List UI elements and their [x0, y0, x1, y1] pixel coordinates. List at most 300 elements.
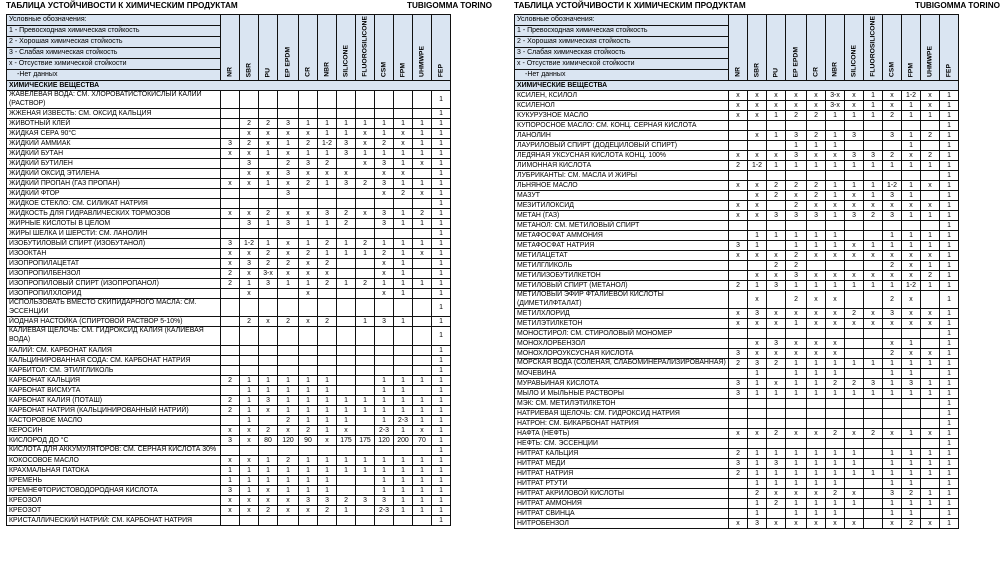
rating-cell: [729, 121, 748, 131]
chemical-name: КАРБИТОЛ: СМ. ЭТИЛГЛИКОЛЬ: [7, 365, 221, 375]
rating-cell: 1: [902, 469, 921, 479]
rating-cell: 1: [902, 161, 921, 171]
rating-cell: [729, 509, 748, 519]
rating-cell: [240, 515, 259, 525]
rating-cell: 2: [767, 181, 786, 191]
rating-cell: [259, 109, 278, 119]
rating-cell: [299, 365, 318, 375]
rating-cell: 1: [413, 455, 432, 465]
rating-cell: 1: [299, 385, 318, 395]
rating-cell: 1: [921, 161, 940, 171]
rating-cell: x: [240, 269, 259, 279]
chemical-name: НАТРИЕВАЯ ЩЕЛОЧЬ: СМ. ГИДРОКСИД НАТРИЯ: [515, 409, 729, 419]
rating-cell: [394, 515, 413, 525]
rating-cell: [356, 219, 375, 229]
rating-cell: [729, 131, 748, 141]
rating-cell: 1: [902, 191, 921, 201]
rating-cell: 3: [902, 379, 921, 389]
rating-cell: [356, 345, 375, 355]
rating-cell: [356, 289, 375, 299]
rating-cell: 1: [826, 359, 845, 369]
rating-cell: [807, 409, 826, 419]
rating-cell: 1: [259, 149, 278, 159]
table-row: [515, 509, 959, 519]
rating-cell: [356, 169, 375, 179]
rating-cell: x: [921, 429, 940, 439]
rating-cell: [356, 199, 375, 209]
rating-cell: [394, 199, 413, 209]
rating-cell: 2: [786, 181, 807, 191]
rating-cell: 1: [259, 179, 278, 189]
rating-cell: 3: [845, 211, 864, 221]
rating-cell: [337, 385, 356, 395]
rating-cell: [748, 399, 767, 409]
rating-cell: x: [221, 259, 240, 269]
column-header-label: SILICONE: [342, 44, 350, 77]
rating-cell: [278, 109, 299, 119]
rating-cell: [394, 345, 413, 355]
table-row: [7, 515, 451, 525]
chemical-name: НИТРАТ СВИНЦА: [515, 509, 729, 519]
rating-cell: 1: [413, 485, 432, 495]
rating-cell: [864, 519, 883, 529]
rating-cell: [864, 499, 883, 509]
rating-cell: 1: [748, 459, 767, 469]
rating-cell: 1: [786, 231, 807, 241]
rating-cell: 1: [278, 405, 299, 415]
chemical-name: НИТРАТ НАТРИЯ: [515, 469, 729, 479]
rating-cell: 1: [432, 375, 451, 385]
rating-cell: [902, 439, 921, 449]
rating-cell: 1: [221, 475, 240, 485]
rating-cell: [299, 345, 318, 355]
rating-cell: [864, 221, 883, 231]
rating-cell: [845, 399, 864, 409]
rating-cell: 2: [299, 249, 318, 259]
legend-row: [515, 15, 959, 26]
rating-cell: 1-2: [883, 181, 902, 191]
table-row: [7, 209, 451, 219]
table-row: [7, 229, 451, 239]
rating-cell: 1: [240, 405, 259, 415]
rating-cell: 2: [259, 209, 278, 219]
rating-cell: 2: [807, 181, 826, 191]
rating-cell: 1: [767, 231, 786, 241]
rating-cell: x: [826, 339, 845, 349]
rating-cell: x: [729, 111, 748, 121]
column-header: [807, 15, 826, 81]
rating-cell: x: [259, 317, 278, 327]
rating-cell: x: [902, 291, 921, 309]
rating-cell: 1: [902, 459, 921, 469]
rating-cell: x: [221, 505, 240, 515]
rating-cell: x: [883, 251, 902, 261]
column-header: [240, 15, 259, 81]
rating-cell: 1: [786, 469, 807, 479]
rating-cell: 3: [318, 209, 337, 219]
rating-cell: 3: [375, 179, 394, 189]
rating-cell: x: [767, 101, 786, 111]
rating-cell: 1: [259, 239, 278, 249]
column-header: [902, 15, 921, 81]
rating-cell: x: [845, 191, 864, 201]
chemical-name: КРЕМНЕФТОРИСТОВОДОРОДНАЯ КИСЛОТА: [7, 485, 221, 495]
rating-cell: 1: [845, 499, 864, 509]
rating-cell: 2: [807, 191, 826, 201]
rating-cell: [729, 291, 748, 309]
rating-cell: [864, 349, 883, 359]
rating-cell: 1: [337, 249, 356, 259]
rating-cell: x: [883, 271, 902, 281]
rating-cell: [845, 439, 864, 449]
rating-cell: 1: [902, 241, 921, 251]
rating-cell: [337, 189, 356, 199]
rating-cell: x: [748, 131, 767, 141]
rating-cell: [883, 171, 902, 181]
chemical-name: МОНОХЛОРОУКСУСНАЯ КИСЛОТА: [515, 349, 729, 359]
rating-cell: [278, 345, 299, 355]
rating-cell: 1: [748, 379, 767, 389]
rating-cell: 1: [826, 389, 845, 399]
rating-cell: [221, 355, 240, 365]
rating-cell: [767, 141, 786, 151]
rating-cell: 1: [807, 141, 826, 151]
rating-cell: x: [356, 129, 375, 139]
rating-cell: [902, 409, 921, 419]
chemical-name: МЕЗИТИЛОКСИД: [515, 201, 729, 211]
rating-cell: 2: [318, 159, 337, 169]
rating-cell: 1: [337, 505, 356, 515]
rating-cell: [337, 327, 356, 345]
chemical-name: ИЗООКТАН: [7, 249, 221, 259]
rating-cell: [729, 271, 748, 281]
rating-cell: 2: [375, 139, 394, 149]
rating-cell: [883, 121, 902, 131]
column-header-label: NR: [734, 67, 742, 77]
rating-cell: [729, 479, 748, 489]
rating-cell: [902, 419, 921, 429]
rating-cell: 1: [940, 339, 959, 349]
column-header-label: FEP: [945, 63, 953, 77]
rating-cell: x: [864, 309, 883, 319]
rating-cell: x: [748, 429, 767, 439]
rating-cell: x: [807, 101, 826, 111]
rating-cell: 2: [883, 291, 902, 309]
rating-cell: 1: [337, 395, 356, 405]
rating-cell: x: [807, 271, 826, 281]
rating-cell: 1: [883, 469, 902, 479]
rating-cell: 1-2: [902, 281, 921, 291]
chemical-name: КУПОРОСНОЕ МАСЛО: СМ. КОНЦ. СЕРНАЯ КИСЛОТА: [515, 121, 729, 131]
rating-cell: x: [413, 249, 432, 259]
table-row: [7, 475, 451, 485]
table-row: [7, 455, 451, 465]
table-row: [515, 369, 959, 379]
rating-cell: 3: [240, 259, 259, 269]
rating-cell: 1: [240, 485, 259, 495]
rating-cell: x: [221, 209, 240, 219]
rating-cell: 1: [394, 505, 413, 515]
rating-cell: x: [221, 495, 240, 505]
rating-cell: 1: [432, 435, 451, 445]
rating-cell: x: [748, 339, 767, 349]
rating-cell: 1: [807, 499, 826, 509]
rating-cell: x: [240, 289, 259, 299]
table-row: [515, 271, 959, 281]
column-header: [864, 15, 883, 81]
rating-cell: 3: [278, 219, 299, 229]
rating-cell: [921, 329, 940, 339]
rating-cell: x: [845, 429, 864, 439]
rating-cell: [921, 439, 940, 449]
chemical-name: НАТРОН: СМ. БИКАРБОНАТ НАТРИЯ: [515, 419, 729, 429]
rating-cell: x: [902, 309, 921, 319]
rating-cell: 1: [432, 129, 451, 139]
legend-text: 3 - Слабая химическая стойкость: [515, 48, 729, 59]
rating-cell: 1: [902, 479, 921, 489]
rating-cell: [864, 399, 883, 409]
rating-cell: [259, 355, 278, 365]
rating-cell: x: [807, 291, 826, 309]
rating-cell: 1: [940, 251, 959, 261]
rating-cell: [221, 299, 240, 317]
rating-cell: [807, 261, 826, 271]
rating-cell: 1: [940, 489, 959, 499]
rating-cell: 3: [883, 191, 902, 201]
table-row: [7, 345, 451, 355]
chemical-name: НИТРАТ МЕДИ: [515, 459, 729, 469]
rating-cell: 1: [337, 455, 356, 465]
rating-cell: [221, 129, 240, 139]
rating-cell: [413, 317, 432, 327]
rating-cell: x: [394, 129, 413, 139]
rating-cell: [240, 445, 259, 455]
rating-cell: [337, 259, 356, 269]
rating-cell: [921, 291, 940, 309]
rating-cell: [864, 171, 883, 181]
rating-cell: [786, 419, 807, 429]
rating-cell: 1: [807, 379, 826, 389]
rating-cell: x: [240, 455, 259, 465]
rating-cell: [356, 415, 375, 425]
rating-cell: x: [845, 91, 864, 101]
rating-cell: 2: [921, 131, 940, 141]
rating-cell: x: [299, 209, 318, 219]
rating-cell: [394, 91, 413, 109]
rating-cell: 1: [883, 499, 902, 509]
brand-label: TUBIGOMMA TORINO: [914, 1, 1000, 10]
rating-cell: 3: [729, 379, 748, 389]
column-header-label: FLUOROSILICONE: [361, 16, 369, 77]
rating-cell: [729, 171, 748, 181]
chemical-name: ЖИДКИЙ БУТИЛЕН: [7, 159, 221, 169]
rating-cell: 2: [259, 119, 278, 129]
rating-cell: x: [240, 505, 259, 515]
table-row: [7, 327, 451, 345]
table-row: [515, 399, 959, 409]
rating-cell: [394, 355, 413, 365]
rating-cell: 3: [278, 169, 299, 179]
chemical-name: МЕТИЛГЛИКОЛЬ: [515, 261, 729, 271]
column-header-label: PU: [264, 67, 272, 77]
rating-cell: [375, 229, 394, 239]
rating-cell: x: [902, 319, 921, 329]
rating-cell: x: [318, 169, 337, 179]
rating-cell: 1: [864, 469, 883, 479]
rating-cell: 1: [299, 119, 318, 129]
rating-cell: 1: [940, 291, 959, 309]
rating-cell: 1: [940, 369, 959, 379]
rating-cell: x: [807, 201, 826, 211]
column-header: [729, 15, 748, 81]
rating-cell: 1: [883, 389, 902, 399]
table-row: [515, 161, 959, 171]
rating-cell: x: [259, 129, 278, 139]
rating-cell: 1: [240, 279, 259, 289]
rating-cell: x: [921, 91, 940, 101]
column-header-label: SBR: [245, 62, 253, 77]
rating-cell: 1: [299, 405, 318, 415]
rating-cell: [864, 439, 883, 449]
rating-cell: x: [921, 309, 940, 319]
column-header: [278, 15, 299, 81]
rating-cell: 1: [394, 159, 413, 169]
table-row: [7, 129, 451, 139]
rating-cell: 3: [767, 281, 786, 291]
chemical-name: НЕФТЬ: СМ. ЭССЕНЦИИ: [515, 439, 729, 449]
rating-cell: 1: [902, 389, 921, 399]
chemical-name: КРАХМАЛЬНАЯ ПАТОКА: [7, 465, 221, 475]
rating-cell: [240, 91, 259, 109]
rating-cell: 1: [299, 395, 318, 405]
table-row: [515, 359, 959, 369]
table-row: [7, 317, 451, 327]
table-row: [515, 429, 959, 439]
rating-cell: 1: [413, 375, 432, 385]
rating-cell: [278, 229, 299, 239]
rating-cell: 2: [729, 359, 748, 369]
rating-cell: x: [767, 271, 786, 281]
rating-cell: 1: [259, 385, 278, 395]
table-row: [7, 299, 451, 317]
table-row: [7, 219, 451, 229]
table-row: [515, 221, 959, 231]
rating-cell: 2: [259, 259, 278, 269]
rating-cell: 2: [864, 429, 883, 439]
rating-cell: 1: [337, 405, 356, 415]
chemical-name: НИТРАТ АММОНИЯ: [515, 499, 729, 509]
rating-cell: 2: [921, 151, 940, 161]
page-header: [514, 1, 1000, 13]
rating-cell: 2: [826, 489, 845, 499]
rating-cell: 1: [318, 475, 337, 485]
table-row: [7, 259, 451, 269]
rating-cell: 3: [864, 151, 883, 161]
rating-cell: 1: [864, 359, 883, 369]
rating-cell: 1: [864, 389, 883, 399]
rating-cell: 1: [259, 375, 278, 385]
chemical-name: МЕТИЛОВЫЙ СПИРТ (МЕТАНОЛ): [515, 281, 729, 291]
rating-cell: [337, 445, 356, 455]
rating-cell: 1: [864, 111, 883, 121]
rating-cell: [864, 449, 883, 459]
rating-cell: x: [826, 519, 845, 529]
rating-cell: 1: [786, 241, 807, 251]
rating-cell: [767, 329, 786, 339]
rating-cell: 1: [940, 419, 959, 429]
rating-cell: 2: [259, 505, 278, 515]
rating-cell: 2: [337, 209, 356, 219]
rating-cell: [375, 355, 394, 365]
rating-cell: x: [883, 339, 902, 349]
rating-cell: 2: [826, 379, 845, 389]
rating-cell: 1: [940, 439, 959, 449]
rating-cell: [259, 445, 278, 455]
table-row: [515, 141, 959, 151]
rating-cell: x: [826, 201, 845, 211]
rating-cell: 1: [375, 415, 394, 425]
rating-cell: x: [786, 309, 807, 319]
table-page-left: [0, 0, 496, 568]
column-header-label: PU: [772, 67, 780, 77]
rating-cell: 2: [318, 239, 337, 249]
rating-cell: [221, 199, 240, 209]
chemical-name: НАФТА (НЕФТЬ): [515, 429, 729, 439]
rating-cell: [845, 231, 864, 241]
rating-cell: 2: [729, 469, 748, 479]
rating-cell: [767, 509, 786, 519]
rating-cell: 1: [786, 369, 807, 379]
rating-cell: 1: [394, 269, 413, 279]
rating-cell: 1: [432, 239, 451, 249]
rating-cell: 1: [318, 385, 337, 395]
table-row: [7, 415, 451, 425]
rating-cell: x: [729, 201, 748, 211]
rating-cell: x: [883, 319, 902, 329]
rating-cell: 1: [807, 241, 826, 251]
rating-cell: x: [826, 251, 845, 261]
rating-cell: 1: [826, 449, 845, 459]
chemical-name: ИЗОПРОПИЛХЛОРИД: [7, 289, 221, 299]
rating-cell: 1: [432, 199, 451, 209]
rating-cell: [259, 515, 278, 525]
rating-cell: x: [240, 495, 259, 505]
rating-cell: [299, 515, 318, 525]
rating-cell: [902, 329, 921, 339]
rating-cell: [883, 419, 902, 429]
rating-cell: 1: [240, 395, 259, 405]
rating-cell: [356, 365, 375, 375]
rating-cell: 1: [767, 161, 786, 171]
rating-cell: [807, 439, 826, 449]
rating-cell: [767, 291, 786, 309]
rating-cell: 1: [375, 375, 394, 385]
rating-cell: [337, 289, 356, 299]
rating-cell: [864, 479, 883, 489]
rating-cell: [299, 199, 318, 209]
rating-cell: [413, 269, 432, 279]
rating-cell: x: [221, 455, 240, 465]
rating-cell: 1: [748, 369, 767, 379]
rating-cell: x: [767, 309, 786, 319]
rating-cell: [864, 121, 883, 131]
table-row: [7, 91, 451, 109]
column-header-label: FPM: [907, 62, 915, 77]
rating-cell: [394, 299, 413, 317]
rating-cell: 1: [432, 355, 451, 365]
rating-cell: x: [278, 179, 299, 189]
rating-cell: 2: [729, 281, 748, 291]
